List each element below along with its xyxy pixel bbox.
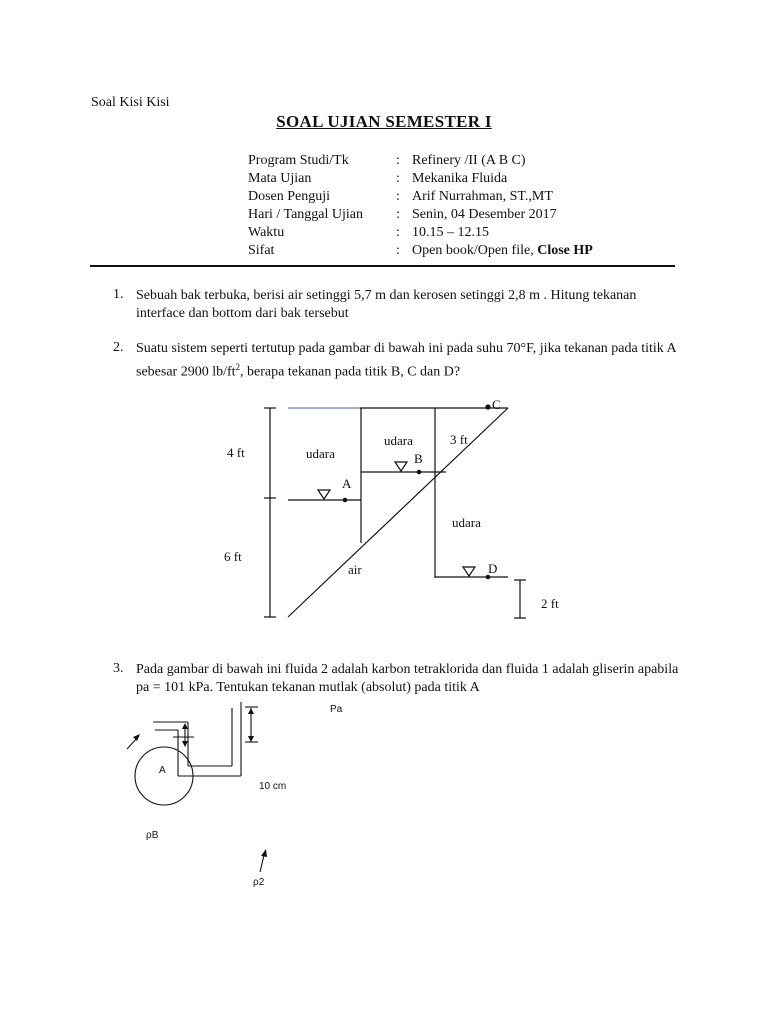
question-text: Pada gambar di bawah ini fluida 2 adalah karbon tetraklorida dan fluida 1 adalah gliserin apabila pa = 101 kPa. Tentukan tekanan mutlak (absolut) pada titik A: [136, 662, 679, 695]
label-point-b: B: [414, 451, 423, 466]
label-air: air: [348, 562, 362, 577]
info-key: Program Studi/Tk: [248, 153, 349, 168]
info-value: Mekanika Fluida: [412, 171, 508, 186]
label-10cm: 10 cm: [259, 781, 287, 792]
info-sep: :: [396, 243, 400, 258]
info-value-bold: Close HP: [537, 243, 593, 258]
label-udara-mid: udara: [384, 433, 413, 448]
info-value: Arif Nurrahman, ST.,MT: [412, 189, 553, 204]
arrowhead: [133, 734, 140, 741]
question-text: Sebuah bak terbuka, berisi air setinggi 5,7 m dan kerosen setinggi 2,8 m . Hitung tekanan interface dan bottom dari bak tersebut: [136, 288, 637, 321]
arrowhead: [182, 741, 188, 747]
arrowhead: [182, 723, 188, 729]
label-rho-2: ρ2: [253, 877, 265, 888]
label-point-c: C: [492, 397, 501, 412]
info-sep: :: [396, 225, 400, 240]
info-value-normal: Open book/Open file,: [412, 243, 538, 258]
info-sep: :: [396, 189, 400, 204]
info-value: Senin, 04 Desember 2017: [412, 207, 557, 222]
question-text-part: , berapa tekanan pada titik B, C dan D?: [240, 364, 461, 380]
label-pa: Pa: [330, 704, 343, 715]
info-value: Refinery /II (A B C): [412, 153, 526, 168]
info-key: Dosen Penguji: [248, 189, 331, 204]
label-6ft: 6 ft: [224, 549, 242, 564]
point-a-dot: [343, 498, 348, 503]
corner-note: Soal Kisi Kisi: [91, 95, 170, 110]
page-title: SOAL UJIAN SEMESTER I: [276, 112, 492, 131]
info-value: 10.15 – 12.15: [412, 225, 489, 240]
label-3ft: 3 ft: [450, 432, 468, 447]
point-b-dot: [417, 470, 422, 475]
info-key: Waktu: [248, 225, 285, 240]
label-4ft: 4 ft: [227, 445, 245, 460]
info-sep: :: [396, 153, 400, 168]
info-key: Mata Ujian: [248, 171, 312, 186]
label-rho-b: ρB: [146, 830, 159, 841]
level-triangle-b: [395, 462, 407, 471]
arrowhead: [248, 708, 254, 714]
level-triangle-d: [463, 567, 475, 576]
arrowhead: [248, 736, 254, 742]
info-sep: :: [396, 171, 400, 186]
question-number: 2.: [113, 340, 124, 355]
question-text-part: Suatu sistem seperti tertutup pada gambar di bawah ini pada suhu 70°F, jika tekanan pada titik A sebesar 2900 lb/ft: [136, 341, 676, 380]
label-point-a-fig2: A: [159, 765, 166, 776]
point-c-dot: [485, 404, 490, 409]
label-point-d: D: [488, 561, 498, 576]
arrowhead: [261, 849, 267, 857]
level-triangle-a: [318, 490, 330, 499]
question-number: 1.: [113, 287, 124, 302]
label-point-a: A: [342, 476, 352, 491]
label-udara-right: udara: [452, 515, 481, 530]
info-key: Hari / Tanggal Ujian: [248, 207, 364, 222]
label-udara-left: udara: [306, 446, 335, 461]
info-key: Sifat: [248, 243, 275, 258]
question-number: 3.: [113, 661, 124, 676]
label-2ft: 2 ft: [541, 596, 559, 611]
question-text-sup: 2: [235, 362, 241, 372]
info-sep: :: [396, 207, 400, 222]
